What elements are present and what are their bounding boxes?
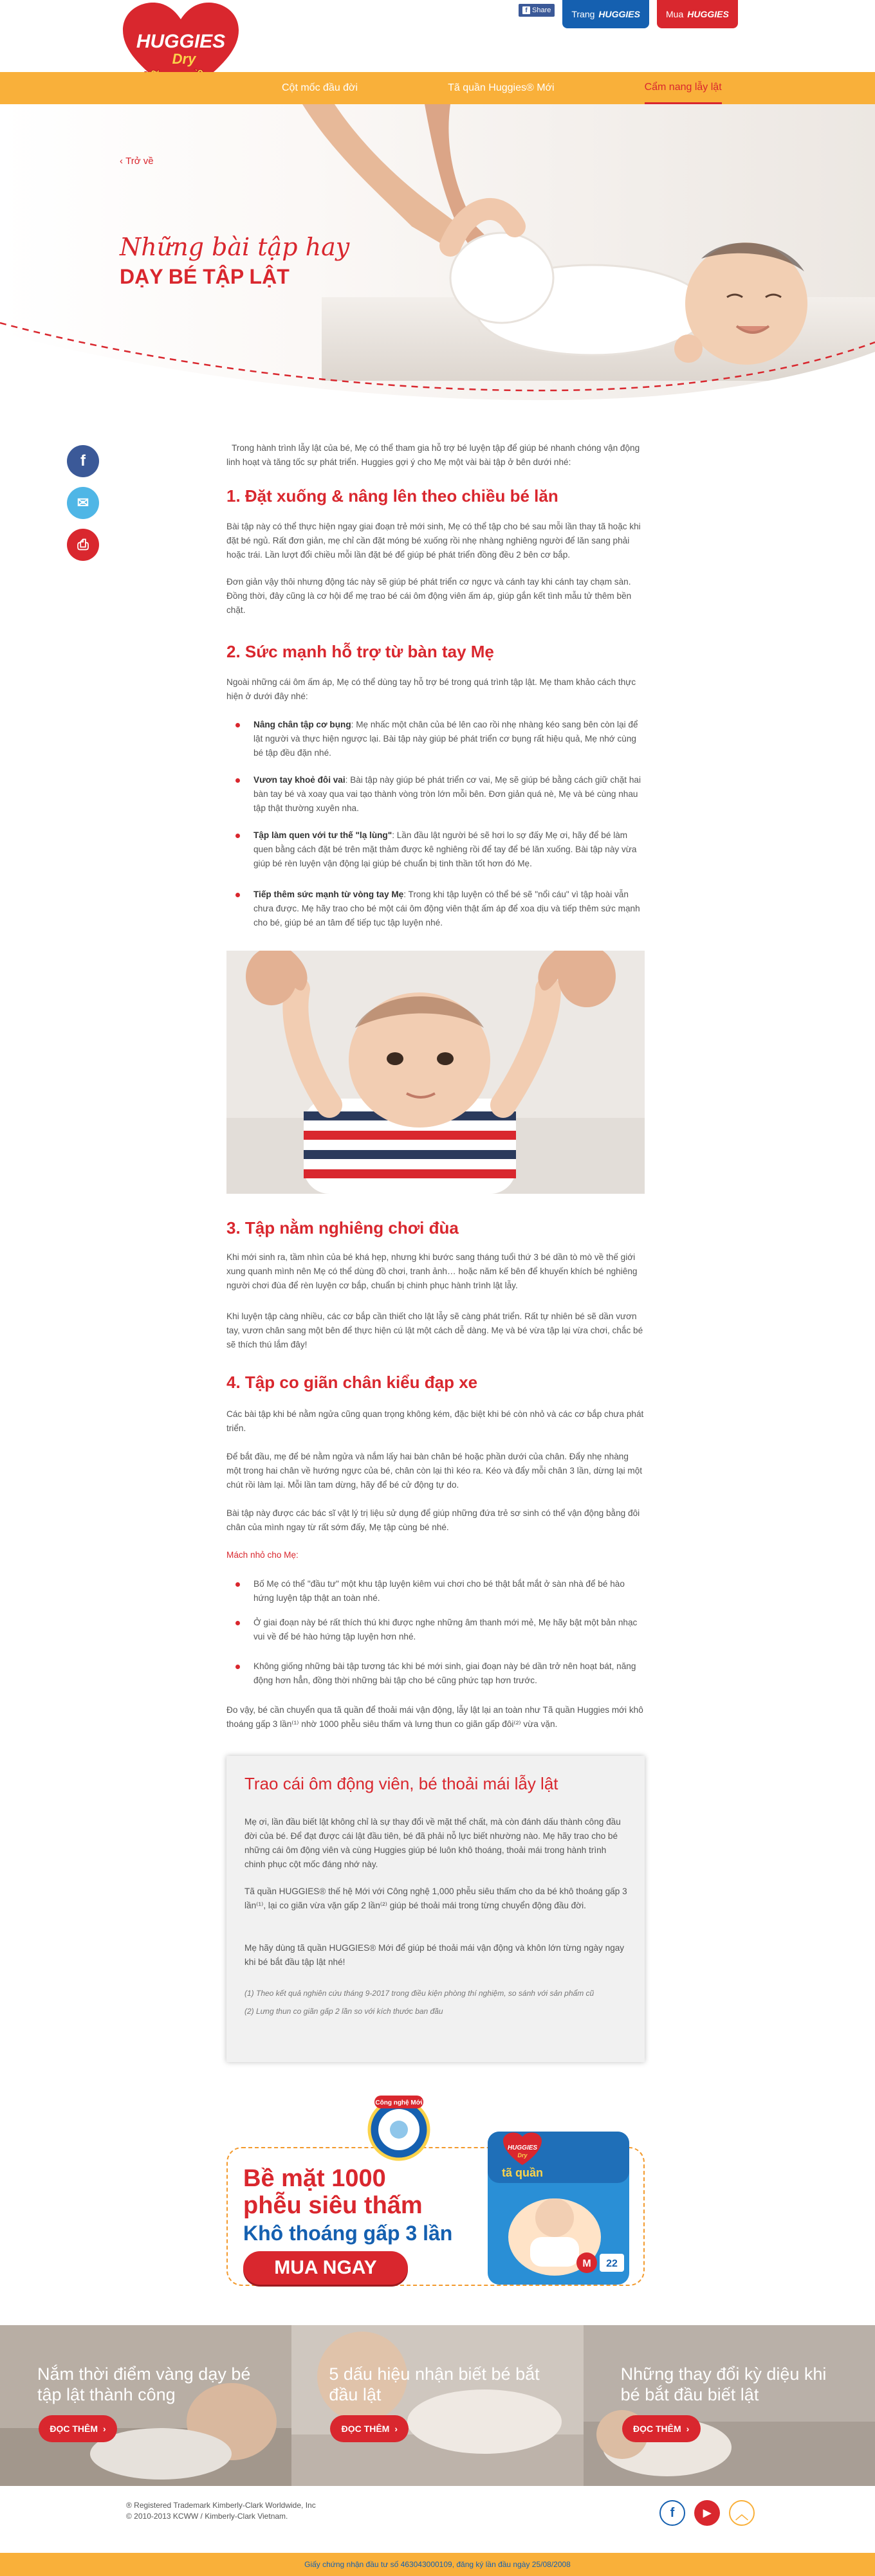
footer-icons: [659, 2500, 755, 2526]
bullet-text: : Mẹ nhấc một chân của bé lên cao rồi nhẹ nhàng kéo sang bên còn lại để lật người và thực hiện ngược lại. Bài tập này giúp bé phát triển cơ bụng rất hiệu quả, Mẹ nhớ cùng bé tập đều đặn nhé.: [253, 720, 638, 758]
facebook-icon: f: [522, 6, 530, 14]
copyright: [126, 2500, 316, 2522]
read-more-button-2[interactable]: [330, 2415, 409, 2442]
pack-sub: tã quần: [501, 2166, 544, 2179]
section-2-p1: Ngoài những cái ôm ấm áp, Mẹ có thể dùng tay hỗ trợ bé trong quá trình tập lật. Mẹ tham khảo cách thực hiện ở dưới đây nhé:: [226, 677, 636, 701]
hero-title-script: Những bài tập hay: [120, 233, 350, 261]
banner-line-3: Khô thoáng gấp 3 lần: [243, 2222, 453, 2245]
pack-count: 22: [606, 2258, 618, 2269]
email-icon[interactable]: ✉: [67, 487, 99, 519]
section-4-title: 4. Tập co giãn chân kiểu đạp xe: [226, 1373, 478, 1392]
section-1-title: 1. Đặt xuống & nâng lên theo chiều bé lăn: [226, 486, 558, 506]
site-footer: [0, 2486, 875, 2553]
buy-huggies-tab[interactable]: [657, 0, 738, 28]
home-tab-prefix: Trang: [571, 9, 595, 19]
bullet-bold: Tập làm quen với tư thế "lạ lùng": [253, 830, 392, 840]
list-item: [253, 718, 643, 760]
site-header: [0, 0, 875, 106]
list-item: Ở giai đoạn này bé rất thích thú khi được nghe những âm thanh mới mẻ, Mẹ hãy bật một bản nhạc vui về để bé hào hứng tập luyện hơn nhé.: [253, 1616, 643, 1644]
list-item: [253, 888, 643, 930]
chevron-left-icon: ‹: [120, 156, 126, 167]
list-item: [253, 828, 643, 871]
banner-line-1: Bề mặt 1000: [243, 2165, 386, 2192]
back-link[interactable]: [120, 156, 154, 167]
promo-footnote-2: (2) Lưng thun co giãn gấp 2 lần so với kích thước ban đầu: [244, 2007, 443, 2016]
related-title-2: 5 dấu hiệu nhận biết bé bắt đầu lật: [329, 2364, 540, 2404]
nav-milestones[interactable]: Cột mốc đầu đời: [282, 82, 358, 93]
read-more-button-1[interactable]: [39, 2415, 117, 2442]
new-technology-badge: [367, 2094, 431, 2165]
logo-brand: HUGGIES: [136, 31, 226, 52]
promo-p1: Mẹ ơi, lần đầu biết lật không chỉ là sự thay đổi về mặt thể chất, mà còn đánh dấu thành công đầu đời của bé. Để đạt được cái lật đầu tiên, bé đã phải nỗ lực biết nhường nào. Mẹ hãy trao cho bé những cái ôm động viên và cùng Huggies giúp bé luôn khô thoáng, thoải mái trong hành trình chinh phục cột mốc đáng nhớ này.: [244, 1817, 621, 1869]
buy-tab-brand: HUGGIES: [687, 9, 729, 19]
related-card-1[interactable]: [0, 2325, 291, 2486]
back-label: Trở về: [125, 156, 154, 167]
print-icon[interactable]: ⎙: [67, 529, 99, 561]
promo-p2: Tã quần HUGGIES® thế hệ Mới với Công nghệ 1,000 phễu siêu thấm cho da bé khô thoáng gấp 3 lần⁽¹⁾, lại co giãn vừa vặn gấp 2 lần⁽²⁾ giúp bé thoải mái trong từng chuyển động đầu đời.: [244, 1886, 627, 1910]
promo-box: [226, 1756, 645, 2062]
buy-tab-prefix: Mua: [666, 9, 684, 19]
logo-dry: Dry: [172, 51, 196, 67]
arrow-right-icon: ›: [103, 2424, 106, 2434]
top-utility-bar: [519, 0, 738, 31]
buy-now-button[interactable]: MUA NGAY: [243, 2251, 408, 2285]
license-bar: Giấy chứng nhận đầu tư số 463043000109, đăng ký lần đầu ngày 25/08/2008: [0, 2553, 875, 2576]
section-4-p2: Để bắt đầu, mẹ để bé nằm ngửa và nắm lấy hai bàn chân bé hoặc phần dưới của chân. Đẩy nhẹ nhàng một trong hai chân về hướng ngực của bé, chân còn lại thì kéo ra. Kéo và đẩy mỗi chân 3 lần, dừng lại một chút rồi làm lại. Mỗi lần tam dừng, hãy để bé cử động tự do.: [226, 1452, 643, 1490]
product-banner[interactable]: [226, 2088, 645, 2292]
read-more-label: ĐỌC THÊM: [341, 2424, 390, 2434]
read-more-label: ĐỌC THÊM: [50, 2424, 98, 2434]
related-photo-1: [0, 2325, 291, 2486]
baby-holding-hands-photo: [226, 951, 645, 1194]
fb-share-label: Share: [532, 6, 551, 14]
related-photo-3: [584, 2325, 875, 2486]
related-photo-2: [291, 2325, 583, 2486]
pack-brand: HUGGIES: [507, 2144, 538, 2151]
bullet-text: : Bài tập này giúp bé phát triển cơ vai, Mẹ sẽ giúp bé bằng cách giữ chặt hai bàn tay bé và xoay qua vai tạo thành vòng tròn lớn mỗi bên. Đơn giản quá nè, Mẹ và bé cùng nhau tập thật thường xuyên nha.: [253, 775, 641, 813]
banner-line-2: phễu siêu thấm: [243, 2192, 423, 2219]
facebook-share-button[interactable]: [519, 4, 555, 17]
bullet-bold: Nâng chân tập cơ bụng: [253, 720, 351, 729]
bullet-bold: Vươn tay khoẻ đôi vai: [253, 775, 345, 785]
hero-title-bold: DẠY BÉ TẬP LẬT: [120, 265, 290, 288]
home-tab-brand: HUGGIES: [598, 9, 640, 19]
main-nav: [0, 72, 875, 104]
closing-paragraph: Đo vậy, bé cần chuyển qua tã quần để thoải mái vận động, lẫy lật lại an toàn như Tã quần Huggies mới khô thoáng gấp 3 lần⁽¹⁾ nhờ 1000 phễu siêu thấm và lưng thun co giãn gấp đôi⁽²⁾ vừa vặn.: [226, 1705, 643, 1729]
pack-dry: Dry: [517, 2152, 528, 2159]
promo-p3: Mẹ hãy dùng tã quần HUGGIES® Mới để giúp bé thoải mái vận động và khôn lớn từng ngày ngay khi bé bắt đầu tập lật nhé!: [244, 1943, 625, 1967]
diaper-pack-image: [484, 2128, 633, 2288]
read-more-label: ĐỌC THÊM: [632, 2424, 681, 2434]
promo-footnote-1: (1) Theo kết quả nghiên cứu tháng 9-2017 trong điều kiện phòng thí nghiệm, so sánh với sản phẩm cũ: [244, 1989, 594, 1998]
list-item: Không giống những bài tập tương tác khi bé mới sinh, giai đoạn này bé dần trở nên hoạt bát, năng động hơn hẳn, đồng thời những bài tập cho bé cũng phức tạp hơn trước.: [253, 1659, 643, 1688]
bullet-bold: Tiếp thêm sức mạnh từ vòng tay Mẹ: [253, 890, 404, 899]
section-3-title: 3. Tập nằm nghiêng chơi đùa: [226, 1218, 459, 1238]
back-to-top-icon[interactable]: ︿: [729, 2500, 755, 2526]
arrow-right-icon: ›: [686, 2424, 690, 2434]
facebook-icon[interactable]: f: [659, 2500, 685, 2526]
social-share-bar: [67, 445, 99, 561]
copyright-line-2: © 2010-2013 KCWW / Kimberly-Clark Vietnam.: [126, 2512, 288, 2521]
list-item: [253, 773, 643, 816]
copyright-line-1: ® Registered Trademark Kimberly-Clark Worldwide, Inc: [126, 2501, 316, 2510]
related-title-1: Nắm thời điểm vàng dạy bé tập lật thành công: [37, 2364, 251, 2404]
section-4-p1: Các bài tập khi bé nằm ngửa cũng quan trọng không kém, đặc biệt khi bé còn nhỏ và các cơ bắp chưa phát triển.: [226, 1409, 644, 1433]
pack-size: M: [582, 2258, 591, 2269]
promo-title: Trao cái ôm động viên, bé thoải mái lẫy lật: [244, 1774, 558, 1793]
list-item: Bố Mẹ có thể "đầu tư" một khu tập luyện kiêm vui chơi cho bé thật bắt mắt ở sàn nhà để bé hào hứng luyện tập thật an toàn nhé.: [253, 1577, 643, 1605]
badge-label: Công nghệ Mới: [375, 2099, 423, 2106]
bullet-text: : Lần đầu lật người bé sẽ hơi lo sợ đấy Mẹ ơi, hãy để bé làm quen bằng cách đặt bé trên mặt thảm được kê nghiêng rồi để tay để bé lăn xuống. Bài tập này vừa giúp bé rèn luyện vận động lại giúp bé chuẩn bị tinh thần tốt hơn đó Mẹ.: [253, 830, 637, 868]
huggies-home-tab[interactable]: [562, 0, 649, 28]
related-articles: [0, 2325, 875, 2486]
section-3-p2: Khi luyện tập càng nhiều, các cơ bắp cần thiết cho lật lẫy sẽ càng phát triển. Rất tự nhiên bé sẽ dần vươn tay, vươn chân sang một bên để thực hiện cú lật một cách dễ dàng. Mẹ và bé vừa tập lại vừa chơi, chắc bé sẽ thích thú lắm đây!: [226, 1311, 643, 1349]
bullet-text: : Trong khi tập luyện có thể bé sẽ "nổi cáu" vì tập hoài vẫn chưa được. Mẹ hãy trao cho bé một cái ôm động viên thật ấm áp để xoa dịu và tiếp thêm sức mạnh cho bé, giúp bé an tâm để tiếp tục tập luyện nhé.: [253, 890, 640, 927]
related-card-3[interactable]: [584, 2325, 875, 2486]
section-1-p1: Bài tập này có thể thực hiện ngay giai đoạn trẻ mới sinh, Mẹ có thể tập cho bé sau mỗi lần thay tã hoặc khi đặt bé ngủ. Rất đơn giản, mẹ chỉ cần đặt móng bé xuống rồi nhẹ nhàng nghiêng người để lăn sang phải hoặc trái. Lần lượt đổi chiều mỗi lần đặt bé để giúp bé phát triển đồng đều 2 bên cơ bắp.: [226, 522, 641, 560]
nav-rolling-guide[interactable]: Cẩm nang lẫy lật: [645, 72, 722, 104]
nav-new-pants[interactable]: Tã quần Huggies® Mới: [448, 82, 555, 93]
section-3-p1: Khi mới sinh ra, tầm nhìn của bé khá hẹp, nhưng khi bước sang tháng tuổi thứ 3 bé dần tò mò về thế giới xung quanh mình nên Mẹ có thể dùng đồ chơi, tranh ảnh… hoặc năm kế bên để khuyến khích bé nghiêng người chơi đùa để rèn luyện cơ bắp, chuẩn bị chinh phục hành trình lật lẫy.: [226, 1252, 638, 1290]
youtube-icon[interactable]: ▶: [694, 2500, 720, 2526]
read-more-button-3[interactable]: [622, 2415, 701, 2442]
hero-section: [0, 104, 875, 412]
section-2-title: 2. Sức mạnh hỗ trợ từ bàn tay Mẹ: [226, 642, 494, 661]
section-4-p3: Bài tập này được các bác sĩ vật lý trị liệu sử dụng để giúp những đứa trẻ sơ sinh có thể vận động bằng đôi chân của mình ngay từ rất sớm đấy, Mẹ tập cùng bé nhé.: [226, 1508, 640, 1532]
related-title-3: Những thay đổi kỳ diệu khi bé bắt đầu biết lật: [620, 2364, 827, 2404]
related-card-2[interactable]: [291, 2325, 583, 2486]
intro-paragraph: Trong hành trình lẫy lật của bé, Mẹ có thể tham gia hỗ trợ bé luyện tập để giúp bé nhanh chóng vận động linh hoạt và tăng tốc sự phát triển. Huggies gợi ý cho Mẹ một vài bài tập ở bên dưới nhé:: [226, 443, 640, 467]
tips-label: Mách nhỏ cho Mẹ:: [226, 1550, 299, 1560]
section-1-p2: Đơn giản vậy thôi nhưng động tác này sẽ giúp bé phát triển cơ ngực và cánh tay khi cánh tay chạm sàn. Đồng thời, đây cũng là cơ hội để mẹ trao bé cái ôm động viên ấm áp, giúp gắn kết tình mẫu tử thêm bền chặt.: [226, 577, 632, 615]
arrow-right-icon: ›: [394, 2424, 398, 2434]
facebook-icon[interactable]: f: [67, 445, 99, 477]
